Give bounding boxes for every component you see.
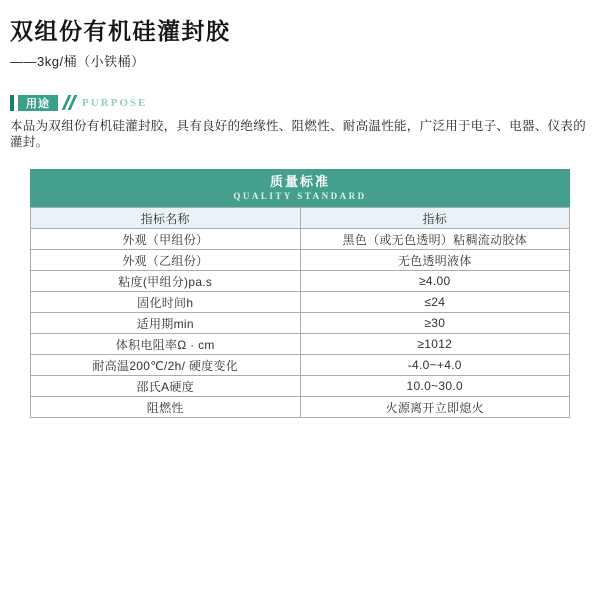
purpose-section-header: [10, 95, 600, 111]
spec-name: 耐高温200℃/2h/ 硬度变化: [31, 355, 301, 376]
page-title: 双组份有机硅灌封胶: [10, 18, 231, 44]
table-row: [31, 397, 570, 418]
accent-bar: [10, 95, 14, 111]
spec-value: 火源离开立即熄火: [300, 397, 570, 418]
table-title-cn: 质量标准: [269, 174, 330, 190]
spec-value: 10.0~30.0: [300, 376, 570, 397]
table-row: [31, 250, 570, 271]
table-row: [31, 334, 570, 355]
purpose-badge: 用途: [18, 95, 58, 111]
purpose-badge-en: PURPOSE: [82, 96, 148, 109]
table-row: [31, 229, 570, 250]
spec-name: 固化时间h: [31, 292, 301, 313]
spec-name: 粘度(甲组分)pa.s: [31, 271, 301, 292]
table-row: [31, 376, 570, 397]
spec-value: ≤24: [300, 292, 570, 313]
spec-value: ≥1012: [300, 334, 570, 355]
spec-name: 阻燃性: [31, 397, 301, 418]
document-page: [0, 18, 600, 600]
purpose-description: 本品为双组份有机硅灌封胶，具有良好的绝缘性、阻燃性、耐高温性能，广泛用于电子、电器、仪表的灌封。: [10, 118, 587, 150]
table-row: [31, 355, 570, 376]
spec-value: 无色透明液体: [300, 250, 570, 271]
spec-name: 适用期min: [31, 313, 301, 334]
spec-name: 体积电阻率Ω · cm: [31, 334, 301, 355]
table-title-en: QUALITY STANDARD: [233, 191, 367, 202]
quality-standard-table: [30, 169, 570, 418]
table-row: [31, 313, 570, 334]
table-header-row: [31, 208, 570, 229]
spec-value: ≥4.00: [300, 271, 570, 292]
spec-value: ≥30: [300, 313, 570, 334]
table-row: [31, 292, 570, 313]
page-subtitle: ——3kg/桶（小铁桶）: [10, 53, 145, 69]
spec-name: 邵氏A硬度: [31, 376, 301, 397]
column-header-value: 指标: [300, 208, 570, 229]
double-slash-icon: [65, 95, 77, 110]
spec-table: [30, 207, 570, 418]
table-row: [31, 271, 570, 292]
spec-name: 外观（乙组份）: [31, 250, 301, 271]
table-title-band: [30, 169, 570, 207]
spec-value: -4.0~+4.0: [300, 355, 570, 376]
column-header-name: 指标名称: [31, 208, 301, 229]
spec-name: 外观（甲组份）: [31, 229, 301, 250]
spec-value: 黑色（或无色透明）粘稠流动胶体: [300, 229, 570, 250]
